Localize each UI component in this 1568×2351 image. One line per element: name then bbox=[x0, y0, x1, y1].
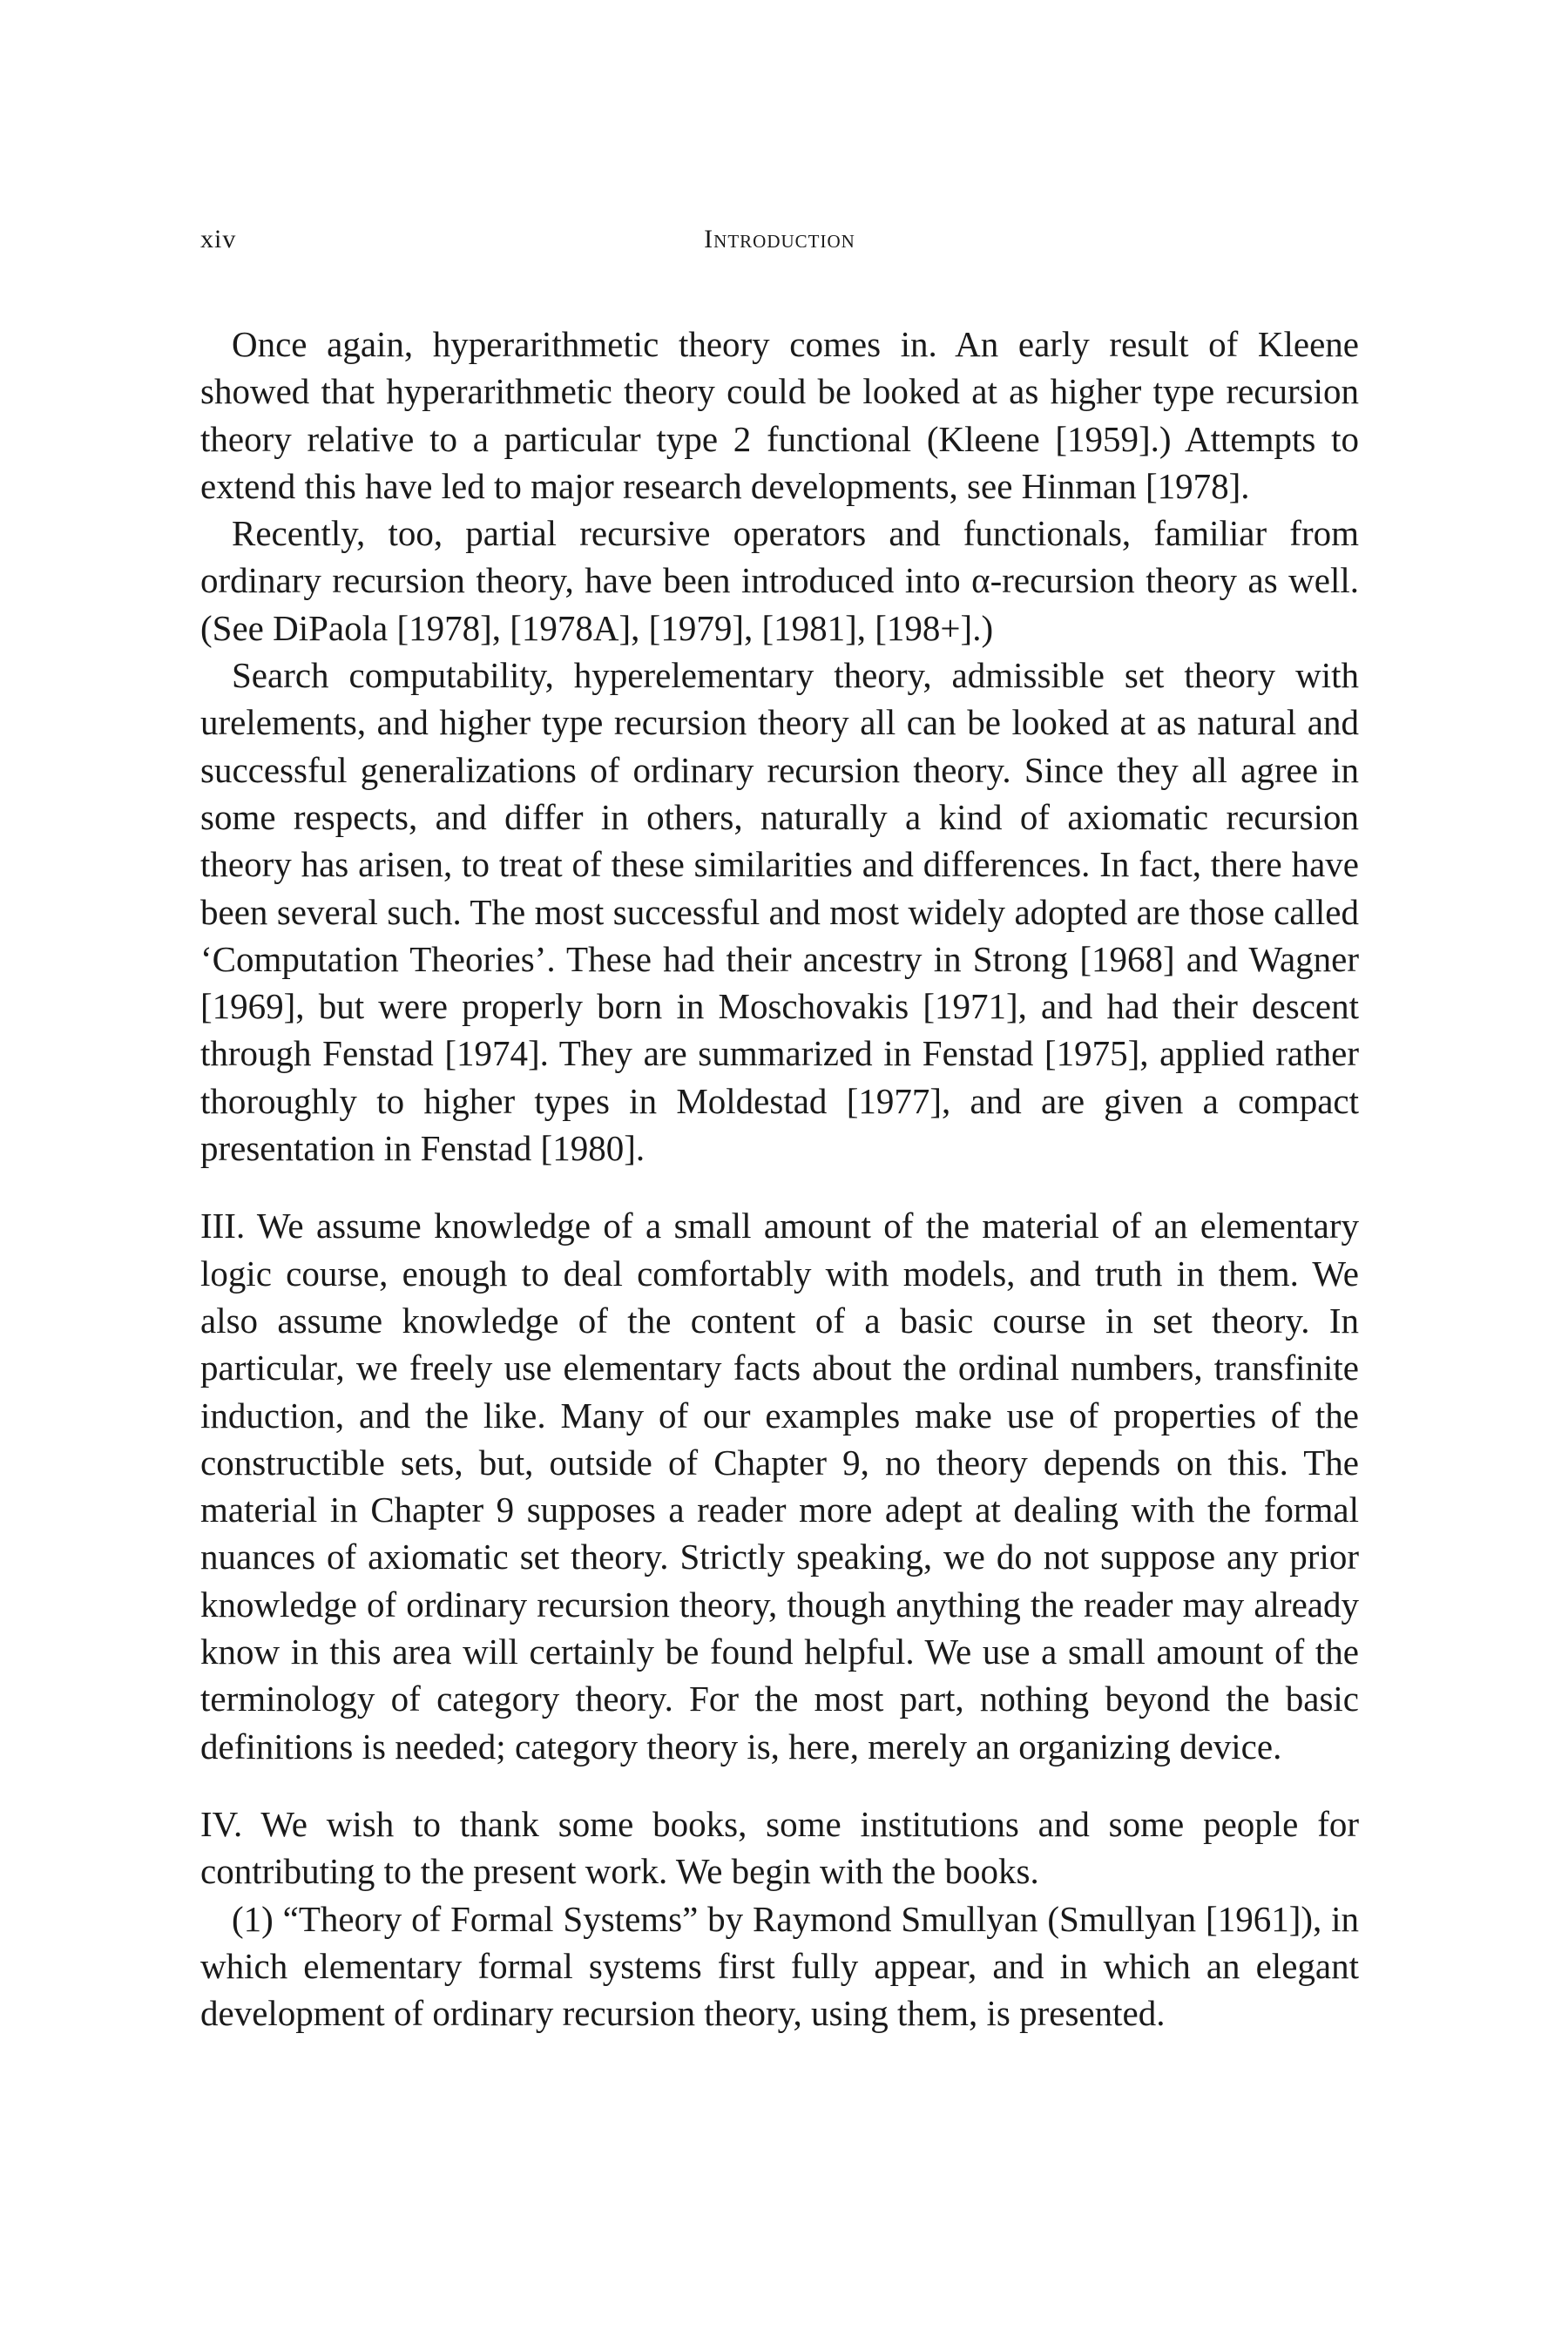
page-number: xiv bbox=[200, 225, 237, 253]
body-text bbox=[200, 321, 1359, 2037]
paragraph-hyperarithmetic: Once again, hyperarithmetic theory comes in. An early result of Kleene showed that hyperarithmetic theory could be looked at as higher type recursion theory relative to a particular type 2 functional (Kleene [1959].) Attempts to extend this have led to major research developments, see Hinman [1978]. bbox=[200, 324, 1359, 506]
paragraph-computation-theories: Search computability, hyperelementary theory, admissible set theory with urelements, and higher type recursion theory all can be looked at as natural and successful generalizations of ordinary recursion theory. Since they all agree in some respects, and differ in others, naturally a kind of axiomatic recursion theory has arisen, to treat of these similarities and differences. In fact, there have been several such. The most successful and most widely adopted are those called ‘Computation Theories’. These had their ancestry in Strong [1968] and Wagner [1969], but were properly born in Moschovakis [1971], and had their descent through Fenstad [1974]. They are summarized in Fenstad [1975], applied rather thoroughly to higher types in Moldestad [1977], and are given a compact presentation in Fenstad [1980]. bbox=[200, 655, 1359, 1169]
section-iv-paragraph: IV. We wish to thank some books, some institutions and some people for contributing to the present work. We begin with the books. bbox=[200, 1803, 1359, 1892]
running-head bbox=[200, 225, 1359, 263]
paragraph-smullyan-book: (1) “Theory of Formal Systems” by Raymond Smullyan (Smullyan [1961]), in which elementary formal systems first fully appear, and in which an elegant development of ordinary recursion theory, using them, is presented. bbox=[200, 1898, 1359, 2034]
running-title: Introduction bbox=[704, 225, 855, 253]
section-iii-paragraph: III. We assume knowledge of a small amount of the material of an elementary logic course, enough to deal comfortably with models, and truth in them. We also assume knowledge of the content of a basic course in set theory. In particular, we freely use elementary facts about the ordinal numbers, transfinite induction, and the like. Many of our examples make use of properties of the constructible sets, but, outside of Chapter 9, no theory depends on this. The material in Chapter 9 supposes a reader more adept at dealing with the formal nuances of axiomatic set theory. Strictly speaking, we do not suppose any prior knowledge of ordinary recursion theory, though anything the reader may already know in this area will certainly be found helpful. We use a small amount of the terminology of category theory. For the most part, nothing beyond the basic definitions is needed; category theory is, here, merely an organizing device. bbox=[200, 1206, 1359, 1767]
paragraph-partial-recursive-operators: Recently, too, partial recursive operators and functionals, familiar from ordinary recursion theory, have been introduced into α-recursion theory as well. (See DiPaola [1978], [1978A], [1979], [1981], [198+].) bbox=[200, 513, 1359, 648]
